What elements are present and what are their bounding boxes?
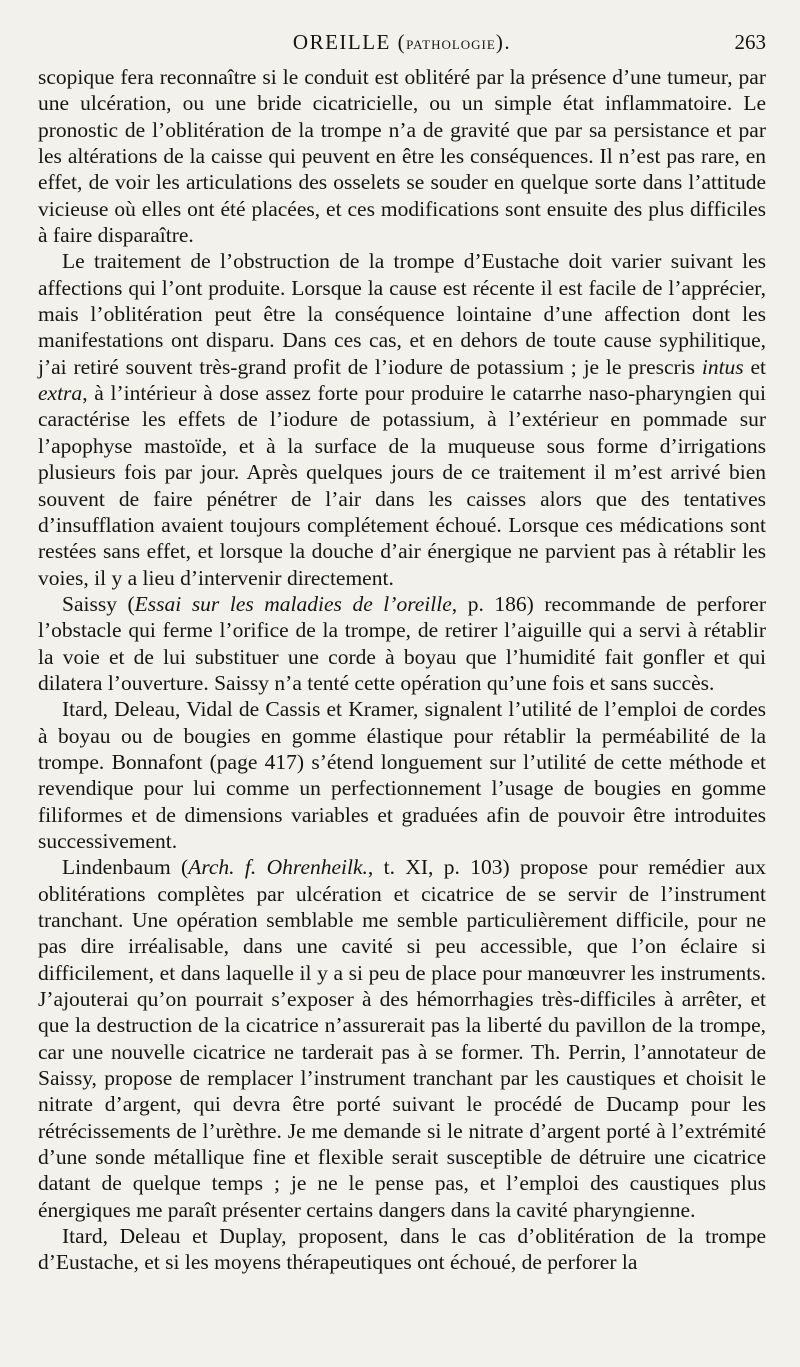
paragraph-5	[38, 854, 766, 1223]
page-number: 263	[734, 30, 766, 54]
paragraph-1: scopique fera reconnaître si le conduit est oblitéré par la présence d’une tumeur, par une ulcération, ou une bride cicatricielle, ou un simple état inflammatoire. Le pronostic de l’oblitération de la trompe n’a de gravité que par sa persistance et par les altérations de la caisse qui peuvent en être les conséquences. Il n’est pas rare, en effet, de voir les articulations des osselets se souder en quelque sorte dans l’attitude vicieuse où elles ont été placées, et ces modifications sont ensuite des plus difficiles à faire disparaître.	[38, 65, 766, 248]
running-header	[38, 30, 766, 62]
paragraph-4: Itard, Deleau, Vidal de Cassis et Kramer, signalent l’utilité de l’emploi de cordes à boyau ou de bougies en gomme élastique pour rétablir la perméabilité de la trompe. Bonnafont (page 417) s’étend longuement sur l’utilité de cette méthode et revendique pour lui comme un perfectionnement l’usage de bougies en gomme filiformes et de dimensions variables et graduées afin de pouvoir être introduites successivement.	[38, 697, 766, 853]
paragraph-3-part-a: Saissy (	[62, 591, 135, 616]
paragraph-5-part-a: Lindenbaum (	[62, 855, 189, 880]
paragraph-2	[38, 248, 766, 590]
citation-lindenbaum: Arch. f. Ohrenheilk.	[188, 855, 368, 880]
body-text	[38, 64, 766, 1276]
paragraph-2-part-a: Le traitement de l’obstruction de la trompe d’Eustache doit varier suivant les affections qui l’ont produite. Lorsque la cause est récente il est facile de l’apprécier, mais l’oblitération peut être la conséquence lointaine d’une affection dont les manifestations ont disparu. Dans ces cas, et en dehors de toute cause syphilitique, j’ai retiré souvent très-grand profit de l’iodure de potassium ; je le prescris	[38, 249, 766, 379]
citation-saissy: Essai sur les maladies de l’oreille	[134, 591, 452, 616]
title-section: PATHOLOGIE	[406, 37, 496, 52]
word-et: et	[743, 354, 766, 379]
title-paren-close: ).	[495, 30, 512, 54]
title-paren-open: (	[390, 30, 407, 54]
running-title	[38, 30, 766, 55]
paragraph-3	[38, 591, 766, 696]
term-extra: extra	[38, 381, 83, 406]
paragraph-3-part-b: , p. 186) recommande de perforer l’obstacle qui ferme l’orifice de la trompe, de retirer l’aiguille qui a servi à rétablir la voie et de lui substituer une corde à boyau que l’humidité fait gonfler et qui dilatera l’ouverture. Saissy n’a tenté cette opération qu’une fois et sans succès.	[38, 591, 766, 695]
title-word: OREILLE	[292, 30, 391, 54]
paragraph-2-part-b: , à l’intérieur à dose assez forte pour produire le catarrhe naso-pharyngien qui caractérise les effets de l’iodure de potassium, à l’extérieur en pommade sur l’apophyse mastoïde, et à la surface de la muqueuse sous forme d’irrigations plusieurs fois par jour. Après quelques jours de ce traitement il m’est arrivé bien souvent de faire pénétrer de l’air dans les caisses alors que des tentatives d’insufflation avaient toujours complétement échoué. Lorsque ces médications sont restées sans effet, et lorsque la douche d’air énergique ne parvient pas à rétablir les voies, il y a lieu d’intervenir directement.	[38, 381, 766, 590]
paragraph-5-part-b: , t. XI, p. 103) propose pour remédier aux oblitérations complètes par ulcération et cicatrice de se servir de l’instrument tranchant. Une opération semblable me semble particulièrement difficile, pour ne pas dire irréalisable, dans une cavité si peu accessible, que l’on éclaire si difficilement, et dans laquelle il y a si peu de place pour manœuvrer les instruments. J’ajouterai qu’on pourrait s’exposer à des hémorrhagies très-difficiles à arrêter, et que la destruction de la cicatrice n’assurerait pas la liberté du pavillon de la trompe, car une nouvelle cicatrice ne tarderait pas à se former. Th. Perrin, l’annotateur de Saissy, propose de remplacer l’instrument tranchant par les caustiques et choisit le nitrate d’argent, qui devra être porté suivant le procédé de Ducamp pour les rétrécissements de l’urèthre. Je me demande si le nitrate d’argent porté à l’extrémité d’une sonde métallique fine et flexible serait susceptible de détruire une cicatrice datant de quelque temps ; je ne le pense pas, et l’emploi des caustiques plus énergiques me paraît présenter certains dangers dans la cavité pharyngienne.	[38, 855, 766, 1222]
term-intus: intus	[701, 354, 744, 379]
paragraph-6: Itard, Deleau et Duplay, proposent, dans le cas d’oblitération de la trompe d’Eustache, et si les moyens thérapeutiques ont échoué, de perforer la	[38, 1224, 766, 1275]
